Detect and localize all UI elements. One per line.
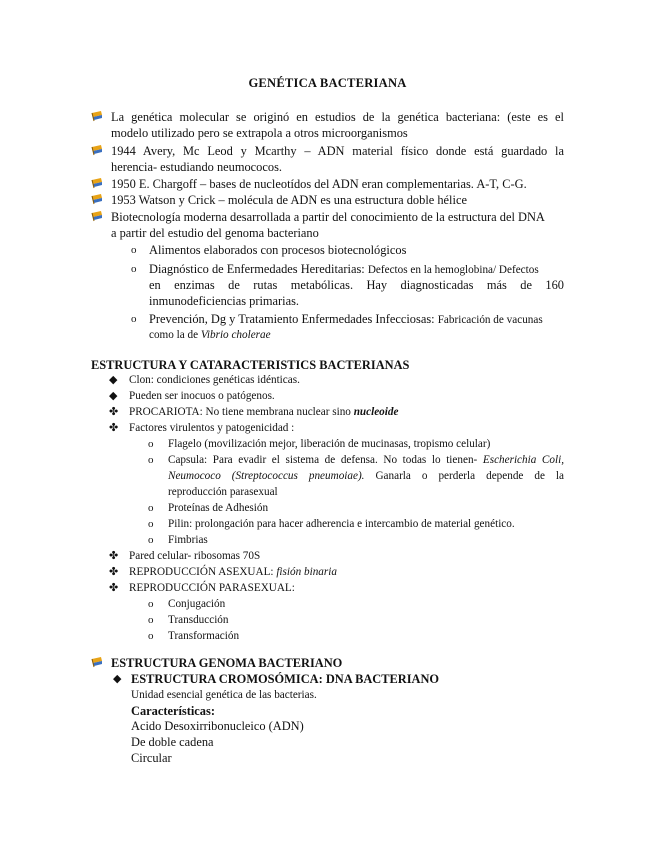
flag-bullet-icon	[91, 194, 103, 205]
diamond-bullet-icon: ◆	[109, 390, 118, 402]
genome-doble-cadena: De doble cadena	[131, 735, 214, 749]
circle-bullet: o	[148, 438, 154, 450]
circle-bullet: o	[148, 598, 154, 610]
intro-paragraph-1-line-2: modelo utilizado pero se extrapola a otros microorganismos	[111, 126, 408, 140]
flag-bullet-icon	[91, 211, 103, 222]
sub-item-prevencion-text: como la de	[149, 329, 201, 341]
intro-paragraph-2-line-1: 1944 Avery, Mc Leod y Mcarthy – ADN material físico donde está guardado la	[111, 144, 564, 158]
parasexual-conjugacion: Conjugación	[168, 598, 226, 610]
circle-bullet: o	[148, 614, 154, 626]
factor-pilin: Pilin: prolongación para hacer adherencia e intercambio de material genético.	[168, 518, 515, 530]
flag-bullet-icon	[91, 657, 103, 668]
sub-item-prevencion-detail: Fabricación de vacunas	[437, 314, 543, 326]
circle-bullet: o	[148, 534, 154, 546]
section-heading-estructura: ESTRUCTURA Y CATARACTERISTICS BACTERIANAS	[91, 358, 410, 372]
circle-bullet: o	[148, 630, 154, 642]
flag-bullet-icon	[91, 145, 103, 156]
section-heading-genoma: ESTRUCTURA GENOMA BACTERIANO	[111, 656, 343, 670]
capsula-text: Capsula: Para evadir el sistema de defensa. No todas lo tienen-	[168, 454, 483, 466]
factor-adhesion: Proteínas de Adhesión	[168, 502, 269, 514]
sub-item-alimentos: Alimentos elaborados con procesos biotecnológicos	[149, 243, 407, 257]
vibrio-cholerae-italic: Vibrio cholerae	[200, 329, 271, 341]
star-bullet-icon: ✤	[109, 566, 119, 578]
sub-item-diagnostico-line-2: en enzimas de rutas metabólicas. Hay diagnosticadas más de 160	[149, 278, 564, 292]
circle-bullet: o	[148, 518, 154, 530]
subheading-estructura-cromosomica: ESTRUCTURA CROMOSÓMICA: DNA BACTERIANO	[131, 672, 440, 686]
genome-caracteristicas-label: Características:	[131, 704, 215, 718]
circle-bullet: o	[131, 313, 137, 325]
document-title: GENÉTICA BACTERIANA	[248, 76, 407, 90]
intro-paragraph-3: 1950 E. Chargoff – bases de nucleotídos del ADN eran complementarias. A-T, C-G.	[111, 177, 527, 191]
item-procariota	[129, 404, 398, 420]
procariota-text: PROCARIOTA: No tiene membrana nuclear sino	[129, 406, 354, 418]
sub-item-prevencion-label: Prevención, Dg y Tratamiento Enfermedades Infecciosas:	[149, 312, 435, 326]
sub-item-diagnostico-label: Diagnóstico de Enfermedades Hereditarias:	[149, 262, 365, 276]
sub-item-diagnostico-line-3: inmunodeficiencias primarias.	[149, 294, 300, 308]
genome-circular: Circular	[131, 751, 172, 765]
fision-binaria-italic: fisión binaria	[276, 566, 337, 578]
intro-paragraph-4: 1953 Watson y Crick – molécula de ADN es una estructura doble hélice	[111, 193, 467, 207]
intro-paragraph-1-line-1: La genética molecular se originó en estudios de la genética bacteriana: (este es el	[111, 110, 564, 124]
sub-item-diagnostico-line-1	[149, 261, 539, 278]
circle-bullet: o	[131, 263, 137, 275]
intro-paragraph-2-line-2: herencia- estudiando neumococos.	[111, 160, 282, 174]
item-clon: Clon: condiciones genéticas idénticas.	[129, 374, 300, 386]
intro-paragraph-5-line-2: a partir del estudio del genoma bacteriano	[111, 226, 319, 240]
escherichia-coli-italic: Escherichia Coli,	[482, 454, 564, 466]
star-bullet-icon: ✤	[109, 582, 119, 594]
factor-fimbrias: Fimbrias	[168, 534, 208, 546]
item-factores: Factores virulentos y patogenicidad :	[129, 422, 295, 434]
factor-flagelo: Flagelo (movilización mejor, liberación de mucinasas, tropismo celular)	[168, 438, 491, 450]
parasexual-transformacion: Transformación	[168, 630, 240, 642]
flag-bullet-icon	[91, 111, 103, 122]
star-bullet-icon: ✤	[109, 422, 119, 434]
parasexual-transduccion: Transducción	[168, 614, 229, 626]
genome-unidad: Unidad esencial genética de las bacterias.	[131, 689, 317, 701]
circle-bullet: o	[148, 502, 154, 514]
factor-capsula-line-3: reproducción parasexual	[168, 486, 278, 498]
item-inocuos: Pueden ser inocuos o patógenos.	[129, 390, 275, 402]
flag-bullet-icon	[91, 178, 103, 189]
item-reproduccion-asexual	[129, 564, 337, 580]
capsula-ganarla-text: Ganarla o perderla depende de la	[364, 470, 564, 482]
diamond-bullet-icon: ◆	[109, 374, 118, 386]
nucleoide-bold-italic: nucleoide	[353, 406, 399, 418]
sub-item-prevencion-line-1	[149, 311, 543, 328]
genome-acido: Acido Desoxirribonucleico (ADN)	[131, 719, 304, 733]
sub-item-diagnostico-detail: Defectos en la hemoglobina/ Defectos	[367, 264, 539, 276]
intro-paragraph-5-line-1: Biotecnología moderna desarrollada a partir del conocimiento de la estructura del DNA	[111, 210, 545, 224]
item-reproduccion-parasexual: REPRODUCCIÓN PARASEXUAL:	[129, 582, 295, 594]
star-bullet-icon: ✤	[109, 406, 119, 418]
factor-capsula-line-1	[168, 452, 564, 468]
neumococo-italic: Neumococo (Streptococcus pneumoiae).	[168, 470, 365, 482]
asexual-label: REPRODUCCIÓN ASEXUAL:	[129, 566, 277, 578]
circle-bullet: o	[148, 454, 154, 466]
item-pared: Pared celular- ribosomas 70S	[129, 550, 261, 562]
sub-item-prevencion-line-2	[149, 327, 271, 343]
circle-bullet: o	[131, 244, 137, 256]
star-bullet-icon: ✤	[109, 550, 119, 562]
diamond-bullet-icon: ◆	[113, 673, 122, 685]
factor-capsula-line-2	[168, 468, 564, 484]
